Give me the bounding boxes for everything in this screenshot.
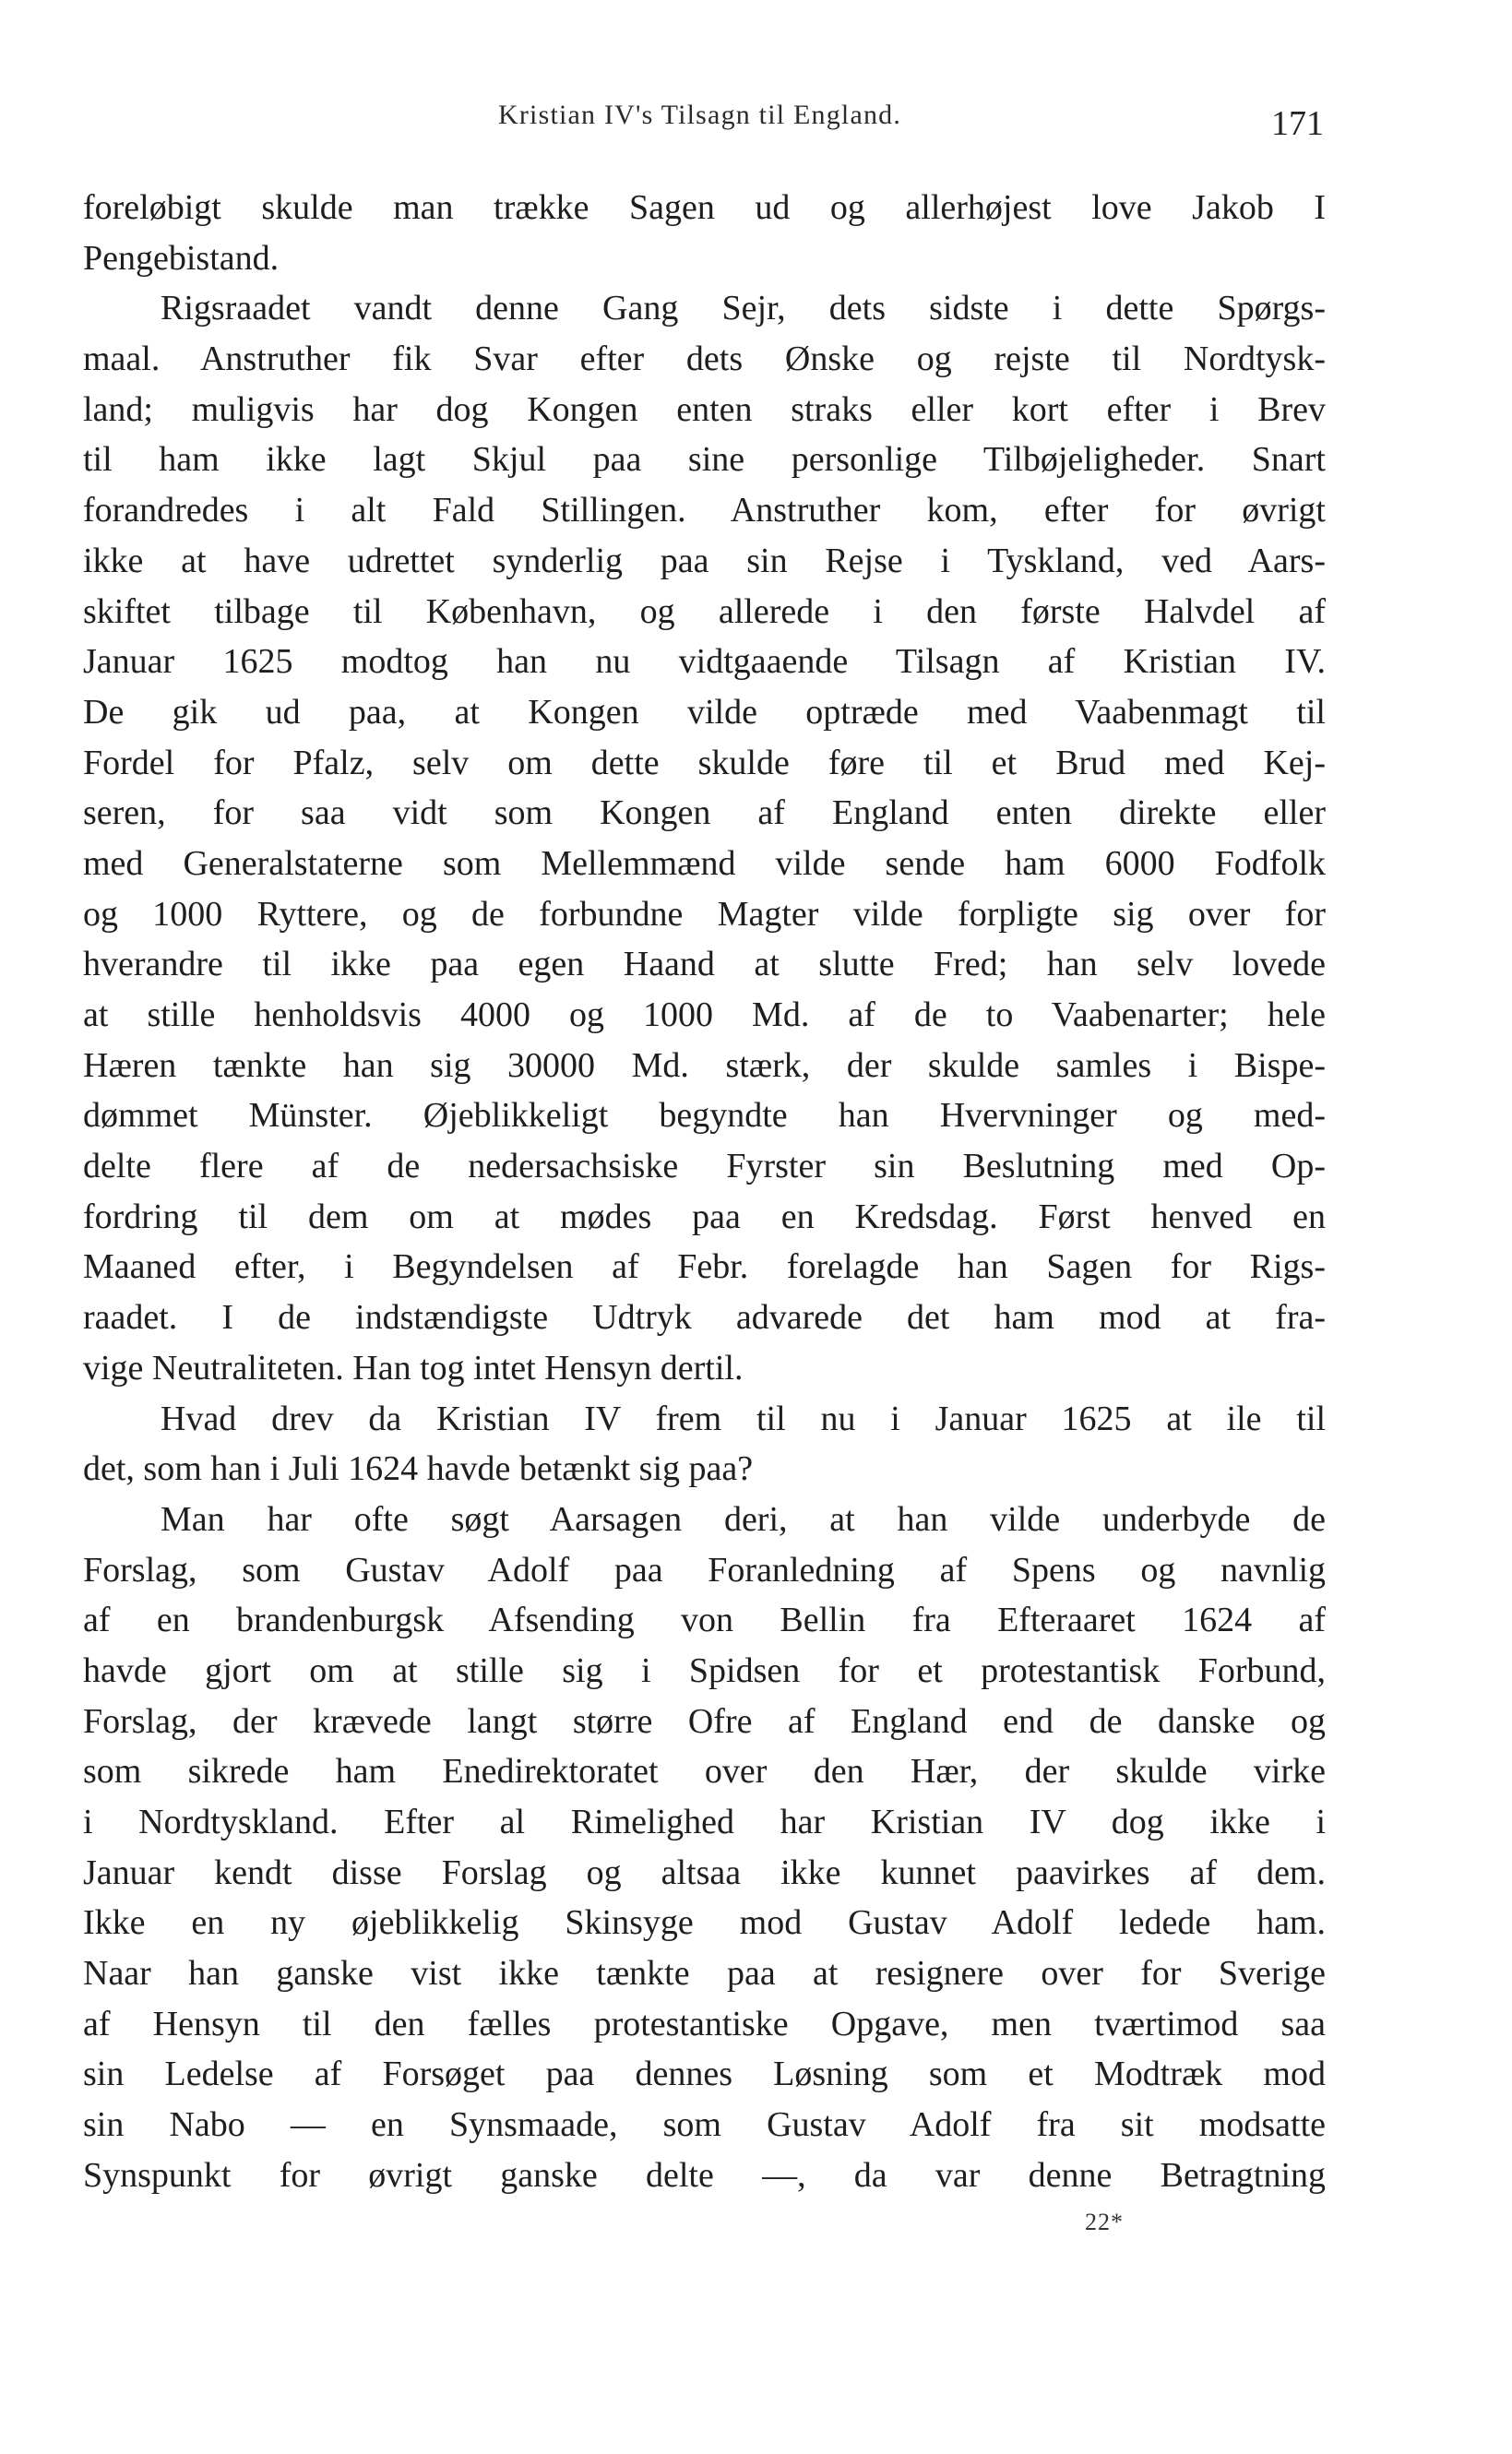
text-line: vige Neutraliteten. Han tog intet Hensyn dertil. <box>83 1348 744 1388</box>
text-line: Naar han ganske vist ikke tænkte paa at resignere over for Sverige <box>83 1954 1326 1994</box>
text-line: fordring til dem om at mødes paa en Kredsdag. Først henved en <box>83 1197 1326 1236</box>
text-line: Pengebistand. <box>83 238 280 278</box>
text-line: sin Ledelse af Forsøget paa dennes Løsning som et Modtræk mod <box>83 2055 1326 2094</box>
text-line: De gik ud paa, at Kongen vilde optræde med Vaabenmagt til <box>83 692 1326 732</box>
text-line: delte flere af de nedersachsiske Fyrster sin Beslutning med Op- <box>83 1147 1326 1186</box>
text-line: seren, for saa vidt som Kongen af England enten direkte eller <box>83 793 1326 833</box>
text-line: Forslag, der krævede langt større Ofre af England end de danske og <box>83 1701 1326 1741</box>
running-head <box>0 100 1512 144</box>
text-line: Januar kendt disse Forslag og altsaa ikke kunnet paavirkes af dem. <box>83 1852 1326 1892</box>
text-line: Man har ofte søgt Aarsagen deri, at han vilde underbyde de <box>161 1499 1326 1539</box>
text-line: dømmet Münster. Øjeblikkeligt begyndte han Hvervninger og med- <box>83 1096 1326 1136</box>
text-line: at stille henholdsvis 4000 og 1000 Md. af de to Vaabenarter; hele <box>83 995 1326 1034</box>
text-line: af Hensyn til den fælles protestantiske Opgave, men tværtimod saa <box>83 2004 1326 2043</box>
signature-mark: 22* <box>1085 2209 1124 2235</box>
text-line: med Generalstaterne som Mellemmænd vilde sende ham 6000 Fodfolk <box>83 843 1326 883</box>
text-line: havde gjort om at stille sig i Spidsen for et protestantisk Forbund, <box>83 1650 1326 1690</box>
text-line: Forslag, som Gustav Adolf paa Foranledning af Spens og navnlig <box>83 1550 1326 1590</box>
text-line: land; muligvis har dog Kongen enten straks eller kort efter i Brev <box>83 389 1326 429</box>
text-line: maal. Anstruther fik Svar efter dets Ønske og rejste til Nordtysk- <box>83 340 1326 379</box>
body-text <box>83 183 1326 2201</box>
text-line: til ham ikke lagt Skjul paa sine personlige Tilbøjeligheder. Snart <box>83 440 1326 480</box>
text-line: skiftet tilbage til København, og allerede i den første Halvdel af <box>83 591 1326 631</box>
text-line: og 1000 Ryttere, og de forbundne Magter vilde forpligte sig over for <box>83 894 1326 934</box>
running-title: Kristian IV's Tilsagn til England. <box>498 100 902 130</box>
text-line: Fordel for Pfalz, selv om dette skulde føre til et Brud med Kej- <box>83 743 1326 782</box>
text-line: foreløbigt skulde man trække Sagen ud og allerhøjest love Jakob I <box>83 188 1326 227</box>
text-line: Hvad drev da Kristian IV frem til nu i Januar 1625 at ile til <box>161 1399 1326 1438</box>
text-line: som sikrede ham Enedirektoratet over den Hær, der skulde virke <box>83 1752 1326 1792</box>
text-line: Ikke en ny øjeblikkelig Skinsyge mod Gustav Adolf ledede ham. <box>83 1903 1326 1943</box>
text-line: af en brandenburgsk Afsending von Bellin fra Efteraaret 1624 af <box>83 1601 1326 1640</box>
text-line: Synspunkt for øvrigt ganske delte —, da var denne Betragtning <box>83 2155 1326 2195</box>
text-line: Rigsraadet vandt denne Gang Sejr, dets sidste i dette Spørgs- <box>161 289 1326 328</box>
text-line: Hæren tænkte han sig 30000 Md. stærk, der skulde samles i Bispe- <box>83 1045 1326 1085</box>
text-line: hverandre til ikke paa egen Haand at slutte Fred; han selv lovede <box>83 945 1326 984</box>
text-line: i Nordtyskland. Efter al Rimelighed har Kristian IV dog ikke i <box>83 1803 1326 1841</box>
page-number: 171 <box>1271 104 1324 143</box>
text-line: raadet. I de indstændigste Udtryk advarede det ham mod at fra- <box>83 1298 1326 1338</box>
text-line: forandredes i alt Fald Stillingen. Anstruther kom, efter for øvrigt <box>83 491 1326 530</box>
text-line: ikke at have udrettet synderlig paa sin Rejse i Tyskland, ved Aars- <box>83 541 1326 580</box>
text-line: sin Nabo — en Synsmaade, som Gustav Adolf fra sit modsatte <box>83 2105 1326 2145</box>
text-line: det, som han i Juli 1624 havde betænkt sig paa? <box>83 1449 754 1489</box>
text-line: Januar 1625 modtog han nu vidtgaaende Tilsagn af Kristian IV. <box>83 642 1326 682</box>
text-line: Maaned efter, i Begyndelsen af Febr. forelagde han Sagen for Rigs- <box>83 1247 1326 1287</box>
